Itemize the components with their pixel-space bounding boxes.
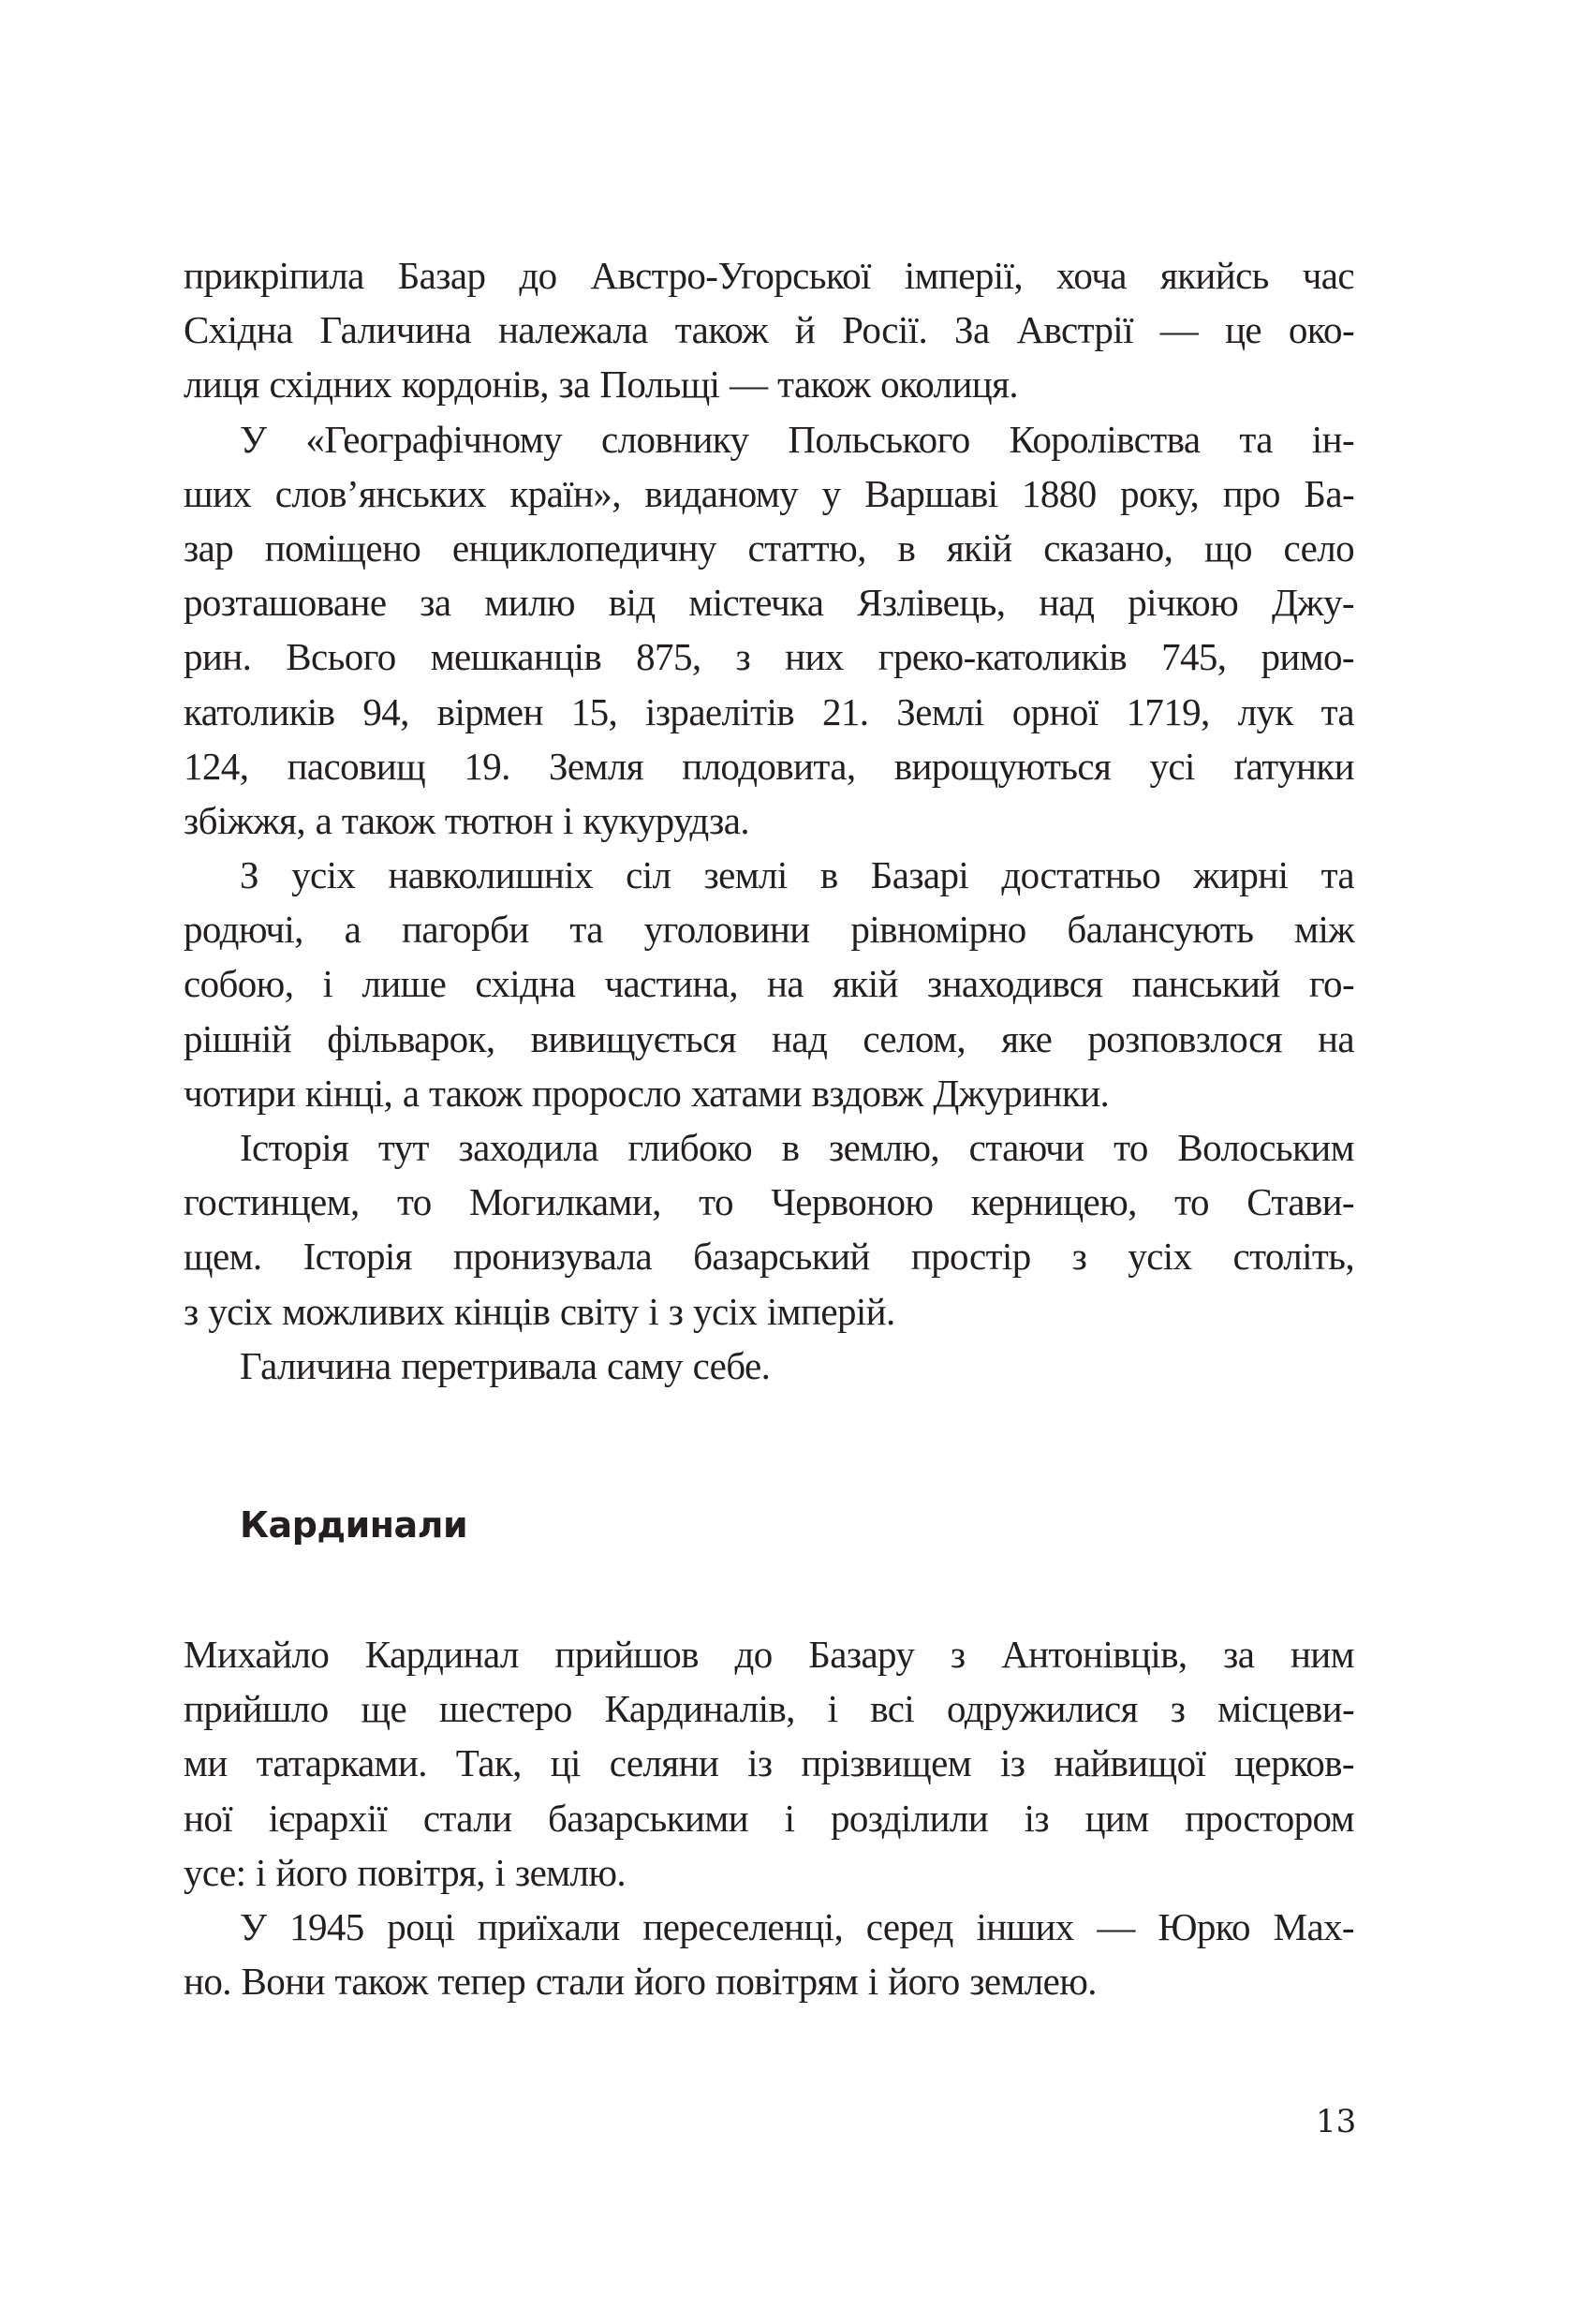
text-line: Галичина перетривала саму себе. (240, 1343, 771, 1387)
page-number: 13 (1316, 2103, 1357, 2140)
text-line: ної ієрархії стали базарськими і розділили із цим простором (184, 1796, 1354, 1840)
text-line: З усіх навколишніх сіл землі в Базарі достатньо жирні та (240, 853, 1354, 897)
body-text-block-2 (184, 1627, 1354, 2008)
text-line: гостинцем, то Могилками, то Червоною керницею, то Стави- (184, 1180, 1354, 1224)
text-line: розташоване за милю від містечка Язлівець, над річкою Джу- (184, 581, 1354, 625)
text-line: лиця східних кордонів, за Польщі — також околиця. (184, 363, 1019, 407)
text-line: но. Вони також тепер стали його повітрям і його землею. (184, 1960, 1097, 2004)
text-line: рішній фільварок, вивищується над селом, яке розповзлося на (184, 1016, 1354, 1060)
text-line: ми татарками. Так, ці селяни із прізвищем із найвищої церков- (184, 1741, 1354, 1785)
text-line: собою, і лише східна частина, на якій знаходився панський го- (184, 962, 1354, 1006)
text-line: усе: і його повітря, і землю. (184, 1850, 627, 1894)
text-line: збіжжя, а також тютюн і кукурудза. (184, 798, 749, 842)
text-line: Михайло Кардинал прийшов до Базару з Антонівців, за ним (184, 1633, 1354, 1676)
text-line: зар поміщено енциклопедичну статтю, в якій сказано, що село (184, 525, 1354, 570)
text-line: щем. Історія пронизувала базарський простір з усіх століть, (184, 1235, 1354, 1279)
text-line: прикріпила Базар до Австро-Угорської імперії, хоча якийсь час (184, 254, 1354, 297)
text-line: родючі, а пагорби та уголовини рівномірно балансують між (184, 908, 1354, 952)
text-line: чотири кінці, а також проросло хатами вздовж Джуринки. (184, 1071, 1110, 1115)
section-heading: Кардинали (240, 1504, 468, 1546)
body-text-block-1 (184, 248, 1354, 1393)
text-line: У «Географічному словнику Польського Королівства та ін- (240, 417, 1354, 461)
text-line: У 1945 році приїхали переселенці, серед інших — Юрко Мах- (240, 1904, 1354, 1948)
text-line: Історія тут заходила глибоко в землю, стаючи то Волоським (240, 1126, 1354, 1169)
text-line: з усіх можливих кінців світу і з усіх імперій. (184, 1289, 895, 1333)
text-line: католиків 94, вірмен 15, ізраелітів 21. Землі орної 1719, лук та (184, 689, 1354, 733)
text-line: Східна Галичина належала також й Росії. За Австрії — це око- (184, 308, 1354, 352)
text-line: ших слов’янських країн», виданому у Варшаві 1880 року, про Ба- (184, 471, 1354, 515)
text-line: рин. Всього мешканців 875, з них греко-католиків 745, римо- (184, 635, 1354, 679)
text-line: прийшло ще шестеро Кардиналів, і всі одружилися з місцеви- (184, 1687, 1354, 1731)
text-line: 124, пасовищ 19. Земля плодовита, вирощуються усі ґатунки (184, 744, 1354, 788)
